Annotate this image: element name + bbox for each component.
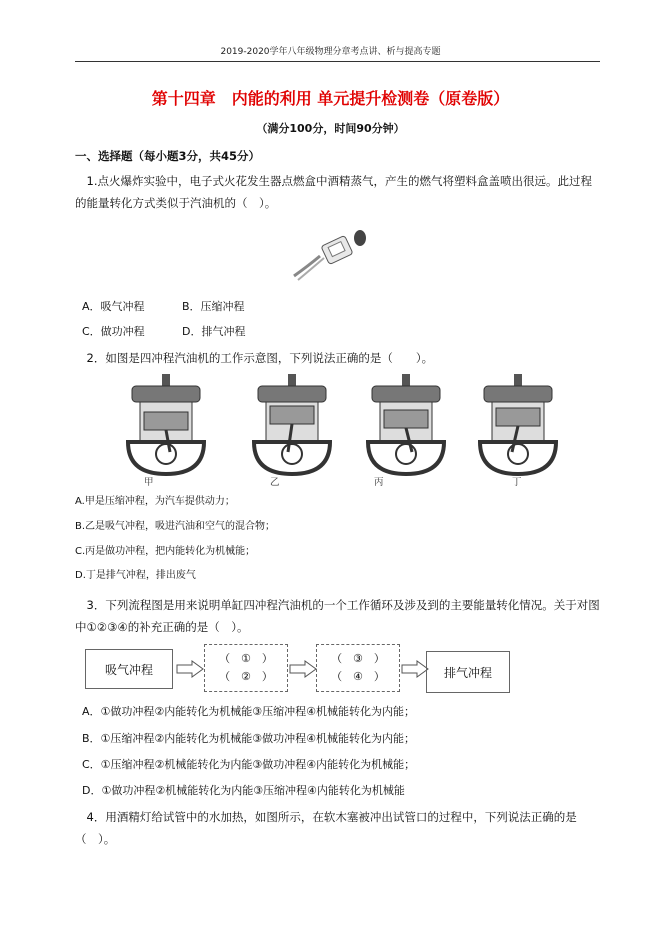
q2-option-d: D.丁是排气冲程，排出废气 — [75, 570, 196, 581]
flow-box-2 — [316, 644, 400, 692]
flow-blank-2: （ ② ） — [219, 670, 273, 683]
page-subtitle: （满分100分，时间90分钟） — [256, 122, 405, 135]
flow-arrow-icon — [401, 660, 429, 678]
q3-stem: 3．下列流程图是用来说明单缸四冲程汽油机的一个工作循环及涉及到的主要能量转化情况。关于对图中①②③④的补充正确的是（ ）。 — [75, 598, 600, 634]
engine-diagram-bing — [358, 372, 454, 476]
engine-label-bing: 丙 — [374, 477, 384, 488]
q1-option-c: C．做功冲程 — [82, 325, 145, 338]
q2-option-a: A.甲是压缩冲程，为汽车提供动力； — [75, 496, 235, 507]
flow-arrow-icon — [289, 660, 317, 678]
section-heading: 一、选择题（每小题3分，共45分） — [75, 149, 261, 163]
engine-label-jia: 甲 — [144, 477, 154, 488]
engine-label-ding: 丁 — [512, 477, 522, 488]
q1-stem: 1.点火爆炸实验中，电子式火花发生器点燃盒中酒精蒸气，产生的燃气将塑料盒盖喷出很远。此过程的能量转化方式类似于汽油机的（ ）。 — [75, 174, 592, 210]
q3-option-c: C．①压缩冲程②机械能转化为内能③做功冲程④内能转化为机械能； — [82, 758, 416, 771]
flow-start-box: 吸气冲程 — [85, 649, 173, 689]
engine-diagram-yi — [244, 372, 340, 476]
flow-arrow-icon — [176, 660, 204, 678]
page-title: 第十四章 内能的利用 单元提升检测卷（原卷版） — [151, 89, 510, 108]
q2-stem: 2．如图是四冲程汽油机的工作示意图，下列说法正确的是（ ）。 — [86, 351, 434, 365]
header-rule — [75, 61, 600, 62]
q3-option-b: B．①压缩冲程②内能转化为机械能③做功冲程④机械能转化为内能； — [82, 732, 415, 745]
engine-diagram-ding — [470, 372, 566, 476]
q4-stem: 4．用酒精灯给试管中的水加热，如图所示，在软木塞被冲出试管口的过程中，下列说法正确的是（ ）。 — [75, 810, 577, 846]
flow-end-box: 排气冲程 — [426, 651, 510, 693]
flow-blank-3: （ ③ ） — [331, 652, 385, 665]
flow-blank-1: （ ① ） — [219, 652, 273, 665]
engine-label-yi: 乙 — [270, 477, 280, 488]
flow-box-1 — [204, 644, 288, 692]
q3-option-a: A．①做功冲程②内能转化为机械能③压缩冲程④机械能转化为内能； — [82, 705, 415, 718]
q1-option-d: D．排气冲程 — [182, 325, 246, 338]
engine-diagram-jia — [118, 372, 214, 476]
q1-option-a: A．吸气冲程 — [82, 300, 145, 313]
page-header: 2019-2020学年八年级物理分章考点讲、析与提高专题 — [220, 47, 441, 57]
spark-experiment-figure — [290, 226, 370, 284]
q2-option-c: C.丙是做功冲程，把内能转化为机械能； — [75, 546, 256, 557]
q1-option-b: B．压缩冲程 — [182, 300, 245, 313]
flow-blank-4: （ ④ ） — [331, 670, 385, 683]
q2-option-b: B.乙是吸气冲程，吸进汽油和空气的混合物； — [75, 521, 276, 532]
q3-option-d: D．①做功冲程②机械能转化为内能③压缩冲程④内能转化为机械能 — [82, 784, 405, 797]
